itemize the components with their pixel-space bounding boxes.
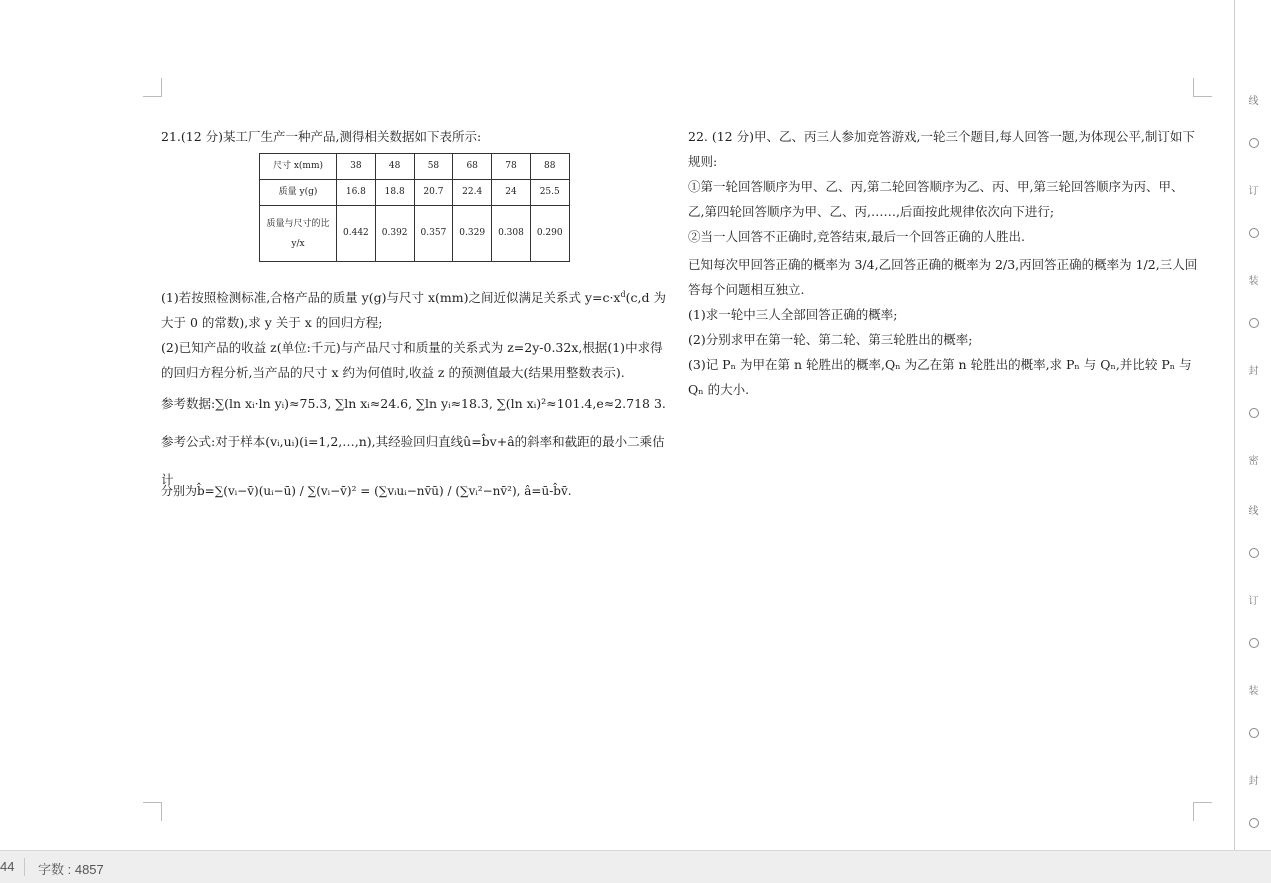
binding-label: 密 bbox=[1248, 456, 1259, 467]
row-header-ratio: 质量与尺寸的比 y/x bbox=[260, 206, 337, 262]
table-cell: 38 bbox=[337, 154, 376, 180]
table-row bbox=[260, 180, 570, 206]
q22-part3: (3)记 Pₙ 为甲在第 n 轮胜出的概率,Qₙ 为乙在第 n 轮胜出的概率,求 Pₙ 与 Qₙ,并比较 Pₙ 与 Qₙ 的大小. bbox=[688, 357, 1192, 397]
circle-icon bbox=[1235, 638, 1271, 648]
q21-data-table bbox=[259, 153, 570, 262]
q22-rule1: ①第一轮回答顺序为甲、乙、丙,第二轮回答顺序为乙、丙、甲,第三轮回答顺序为丙、甲、乙,第四轮回答顺序为甲、乙、丙,……,后面按此规律依次向下进行; bbox=[688, 179, 1184, 219]
table-cell: 22.4 bbox=[453, 180, 492, 206]
q21-reference-formula: 参考公式:对于样本(vᵢ,uᵢ)(i=1,2,…,n),其经验回归直线û=b̂v+â的斜率和截距的最小二乘估计 bbox=[161, 434, 665, 488]
circle-icon bbox=[1235, 228, 1271, 238]
row-header-size: 尺寸 x(mm) bbox=[260, 154, 337, 180]
crop-mark bbox=[143, 802, 162, 821]
q21-part2: (2)已知产品的收益 z(单位:千元)与产品尺寸和质量的关系式为 z=2y-0.32x,根据(1)中求得的回归方程分析,当产品的尺寸 x 约为何值时,收益 z 的预测值最大(结果用整数表示). bbox=[161, 340, 663, 381]
table-cell: 20.7 bbox=[414, 180, 453, 206]
binding-label: 封 bbox=[1248, 776, 1259, 787]
q21-formula-result: 分别为b̂=∑(vᵢ−v̄)(uᵢ−ū) / ∑(vᵢ−v̄)² = (∑vᵢuᵢ−nv̄ū) / (∑vᵢ²−nv̄²), â=ū-b̂v̄. bbox=[161, 484, 572, 499]
binding-label: 封 bbox=[1248, 366, 1259, 377]
q22-part1: (1)求一轮中三人全部回答正确的概率; bbox=[688, 307, 898, 322]
table-cell: 0.442 bbox=[337, 206, 376, 262]
page-indicator[interactable]: 44 bbox=[0, 859, 15, 874]
table-cell: 0.290 bbox=[530, 206, 569, 262]
table-cell: 0.308 bbox=[492, 206, 531, 262]
status-bar bbox=[0, 850, 1271, 883]
question-22 bbox=[688, 124, 1198, 402]
q21-intro: 21.(12 分)某工厂生产一种产品,测得相关数据如下表所示: bbox=[161, 129, 482, 144]
table-cell: 18.8 bbox=[375, 180, 414, 206]
table-cell: 68 bbox=[453, 154, 492, 180]
circle-icon bbox=[1235, 138, 1271, 148]
circle-icon bbox=[1235, 728, 1271, 738]
table-cell: 0.392 bbox=[375, 206, 414, 262]
table-cell: 88 bbox=[530, 154, 569, 180]
word-count[interactable]: 字数 : 4857 bbox=[38, 862, 104, 877]
row-header-mass: 质量 y(g) bbox=[260, 180, 337, 206]
q21-part1: (1)若按照检测标准,合格产品的质量 y(g)与尺寸 x(mm)之间近似满足关系式 $y=c\cdot x^d(c,d$ 为大于 0 的常数),求 y 关于 x 的回归方程; bbox=[161, 290, 666, 331]
binding-label: 线 bbox=[1248, 96, 1259, 107]
binding-label: 装 bbox=[1248, 686, 1259, 697]
binding-label: 装 bbox=[1248, 276, 1259, 287]
binding-label: 订 bbox=[1248, 186, 1259, 197]
crop-mark bbox=[1193, 78, 1212, 97]
question-21 bbox=[161, 124, 666, 521]
table-row bbox=[260, 154, 570, 180]
table-cell: 0.329 bbox=[453, 206, 492, 262]
circle-icon bbox=[1235, 318, 1271, 328]
table-cell: 25.5 bbox=[530, 180, 569, 206]
table-row bbox=[260, 206, 570, 262]
table-cell: 24 bbox=[492, 180, 531, 206]
circle-icon bbox=[1235, 818, 1271, 828]
table-cell: 58 bbox=[414, 154, 453, 180]
crop-mark bbox=[1193, 802, 1212, 821]
binding-label: 订 bbox=[1248, 596, 1259, 607]
binding-margin bbox=[1234, 0, 1271, 850]
binding-label: 线 bbox=[1248, 506, 1259, 517]
table-cell: 16.8 bbox=[337, 180, 376, 206]
q22-part2: (2)分别求甲在第一轮、第二轮、第三轮胜出的概率; bbox=[688, 332, 973, 347]
table-cell: 78 bbox=[492, 154, 531, 180]
status-divider bbox=[24, 858, 25, 876]
circle-icon bbox=[1235, 548, 1271, 558]
q21-reference-data: 参考数据:∑(ln xᵢ·ln yᵢ)≈75.3, ∑ln xᵢ≈24.6, ∑ln yᵢ≈18.3, ∑(ln xᵢ)²≈101.4,e≈2.718 3. bbox=[161, 396, 666, 412]
q22-probabilities: 已知每次甲回答正确的概率为 3/4,乙回答正确的概率为 2/3,丙回答正确的概率为 1/2,三人回答每个问题相互独立. bbox=[688, 257, 1198, 297]
table-cell: 48 bbox=[375, 154, 414, 180]
circle-icon bbox=[1235, 408, 1271, 418]
q22-intro: 22. (12 分)甲、乙、丙三人参加竞答游戏,一轮三个题目,每人回答一题,为体现公平,制订如下规则: bbox=[688, 129, 1195, 169]
crop-mark bbox=[143, 78, 162, 97]
table-cell: 0.357 bbox=[414, 206, 453, 262]
q22-rule2: ②当一人回答不正确时,竞答结束,最后一个回答正确的人胜出. bbox=[688, 229, 1025, 244]
